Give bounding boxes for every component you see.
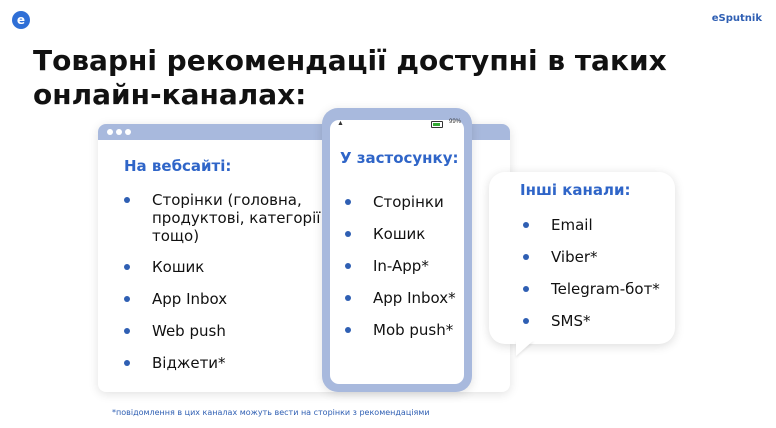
other-section-title: Інші канали: — [520, 181, 631, 199]
battery-icon — [431, 121, 443, 128]
window-dot-icon — [107, 129, 113, 135]
battery-level: 99% — [448, 119, 461, 125]
list-item: Кошик — [124, 258, 324, 276]
esputnik-logo-icon: e — [12, 11, 30, 29]
app-channel-list — [345, 193, 475, 353]
list-item: Telegram-бот* — [523, 280, 673, 298]
signal-icon: ▲ — [337, 120, 344, 127]
phone-status-bar — [337, 119, 463, 129]
page-title: Товарні рекомендації доступні в таких онлайн-каналах: — [33, 44, 667, 111]
brand-name: eSputnik — [711, 13, 762, 24]
footnote: *повідомлення в цих каналах можуть вести на сторінки з рекомендаціями — [112, 408, 430, 417]
list-item: Віджети* — [124, 354, 324, 372]
list-item: Mob push* — [345, 321, 475, 339]
list-item: In-App* — [345, 257, 475, 275]
list-item: SMS* — [523, 312, 673, 330]
list-item: Сторінки — [345, 193, 475, 211]
website-section-title: На вебсайті: — [124, 157, 232, 175]
other-channel-list — [523, 216, 673, 344]
list-item: App Inbox — [124, 290, 324, 308]
list-item: Сторінки (головна, продуктові, категорії тощо) — [124, 191, 324, 245]
window-dot-icon — [116, 129, 122, 135]
website-channel-list — [124, 191, 324, 386]
list-item: App Inbox* — [345, 289, 475, 307]
window-dot-icon — [125, 129, 131, 135]
list-item: Web push — [124, 322, 324, 340]
list-item: Email — [523, 216, 673, 234]
app-section-title: У застосунку: — [340, 149, 459, 167]
list-item: Кошик — [345, 225, 475, 243]
list-item: Viber* — [523, 248, 673, 266]
